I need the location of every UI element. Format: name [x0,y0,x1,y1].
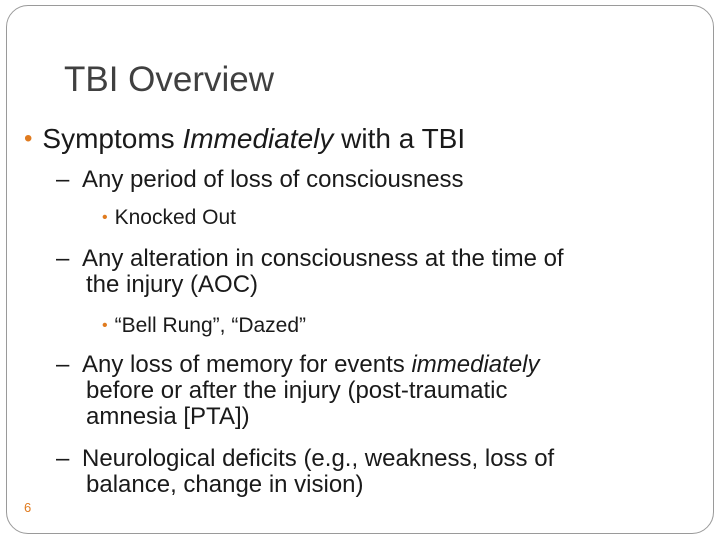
dash-icon: – [56,245,70,272]
list-item-text-cont: balance, change in vision) [86,471,364,498]
slide-title: TBI Overview [64,60,275,99]
slide-number: 6 [24,500,32,515]
list-item-text: Any alteration in consciousness at the time of [82,245,564,272]
list-item-text-cont: amnesia [PTA]) [86,403,250,430]
dash-icon: – [56,445,70,472]
list-item-text-cont: before or after the injury (post-traumatic [86,377,508,404]
main-bullet-text-italic: Immediately [182,123,334,154]
bullet-icon: • [102,209,108,226]
main-bullet [24,121,465,159]
bullet-icon: • [102,317,108,334]
list-item-text-italic: immediately [411,351,540,378]
bullet-icon: • [24,125,33,152]
main-bullet-text-post: with a TBI [333,123,466,154]
sub-list-item [102,313,306,341]
sub-list-item [102,205,236,233]
sub-list-item-text: Knocked Out [114,206,237,229]
sub-list-item-text: “Bell Rung”, “Dazed” [114,314,307,337]
list-item [56,245,660,298]
list-item-text: Neurological deficits (e.g., weakness, loss of [82,445,555,472]
list-item [56,351,660,430]
dash-icon: – [56,351,70,378]
main-bullet-text-pre: Symptoms [42,123,183,154]
list-item-text-cont: the injury (AOC) [86,271,259,298]
list-item [56,445,660,498]
dash-icon: – [56,166,70,193]
list-item-text-pre: Any loss of memory for events [82,351,412,378]
list-item [56,166,660,193]
list-item-text: Any period of loss of consciousness [82,166,464,193]
